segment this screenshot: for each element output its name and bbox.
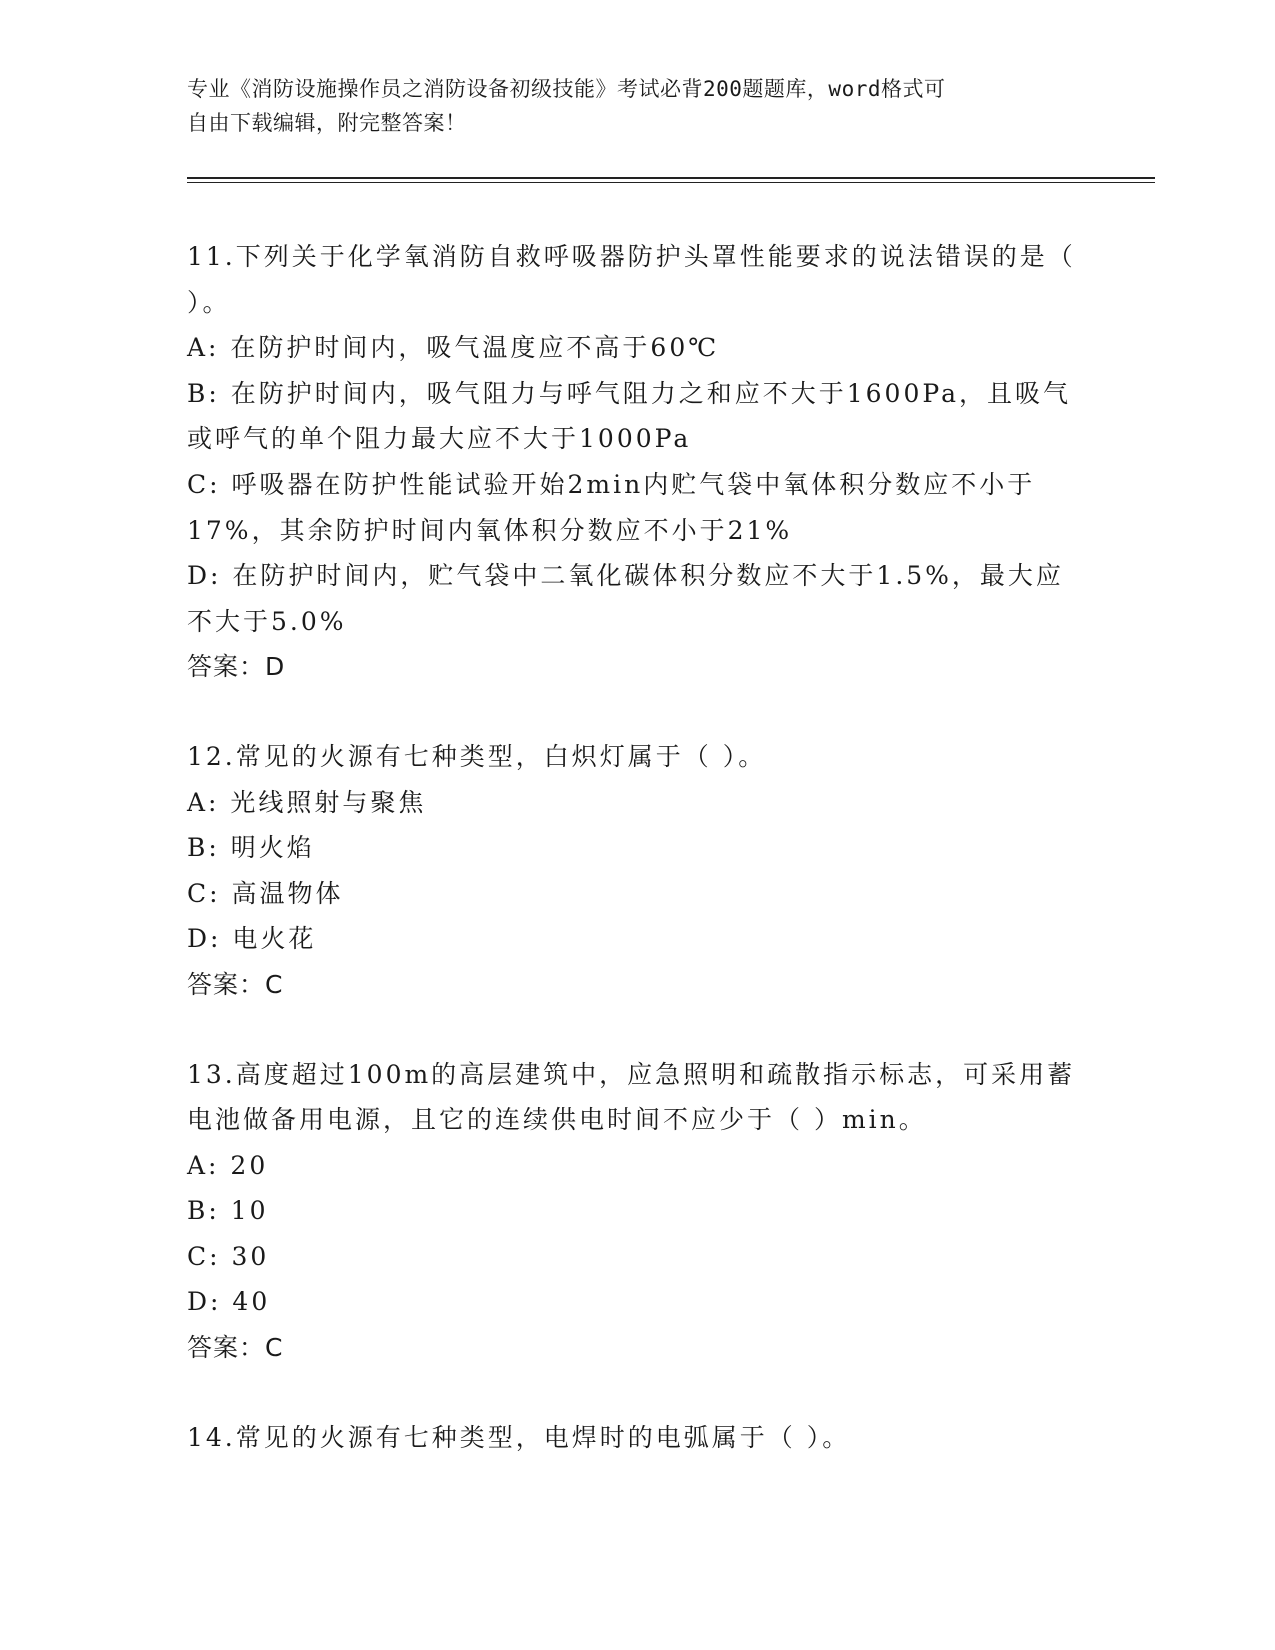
option-c: C: 呼吸器在防护性能试验开始2min内贮气袋中氧体积分数应不小于17%，其余防护时间内氧体积分数应不小于21% [187, 469, 1036, 545]
option-d: D: 在防护时间内，贮气袋中二氧化碳体积分数应不大于1.5%，最大应不大于5.0% [187, 561, 1064, 636]
option-d: D: 40 [187, 1287, 271, 1317]
option-a: A: 20 [187, 1150, 269, 1180]
document-header [187, 72, 1067, 140]
question-stem: 14.常见的火源有七种类型，电焊时的电弧属于（ ）。 [187, 1422, 851, 1452]
option-b: B: 在防护时间内，吸气阻力与呼气阻力之和应不大于1600Pa，且吸气或呼气的单个阻力最大应不大于1000Pa [187, 378, 1071, 454]
header-line-1: 专业《消防设施操作员之消防设备初级技能》考试必背200题题库，word格式可 [187, 77, 946, 101]
question-stem: 11.下列关于化学氧消防自救呼吸器防护头罩性能要求的说法错误的是（ ）。 [187, 242, 1076, 317]
option-b: B: 明火焰 [187, 833, 315, 863]
header-line-2: 自由下载编辑，附完整答案！ [187, 111, 467, 135]
option-c: C: 高温物体 [187, 878, 344, 908]
question-12 [187, 734, 1087, 1008]
option-a: A: 在防护时间内，吸气温度应不高于60℃ [187, 333, 720, 363]
option-d: D: 电火花 [187, 924, 317, 954]
question-stem: 12.常见的火源有七种类型，白炽灯属于（ ）。 [187, 741, 767, 771]
question-stem: 13.高度超过100m的高层建筑中，应急照明和疏散指示标志，可采用蓄电池做备用电源，且它的连续供电时间不应少于（ ）min。 [187, 1059, 1076, 1135]
answer-label: 答案：C [187, 1333, 284, 1363]
answer-label: 答案：D [187, 652, 286, 682]
question-13 [187, 1052, 1087, 1371]
question-14 [187, 1415, 1087, 1461]
question-list [187, 234, 1087, 1504]
header-divider-thick [187, 177, 1155, 179]
option-b: B: 10 [187, 1196, 269, 1226]
question-11 [187, 234, 1087, 690]
header-divider-thin [187, 182, 1155, 183]
answer-label: 答案：C [187, 969, 284, 999]
option-c: C: 30 [187, 1241, 270, 1271]
option-a: A: 光线照射与聚焦 [187, 787, 427, 817]
